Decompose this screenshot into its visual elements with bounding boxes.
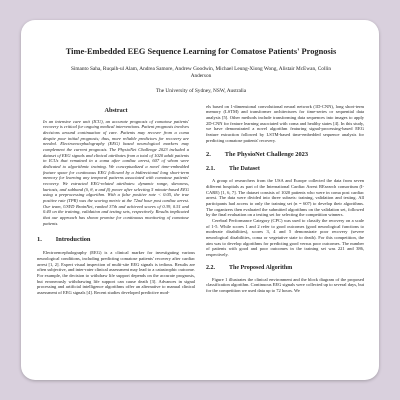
introduction-text: Electroencephalography (EEG) is a clinical marker for investigating various neurological conditions, including predicting comatose patients' recovery after cardiac arrest [1, 2]. Expert visual inspection of multi-site EEG signals is tedious. Results are often subjective, and inter-rater clinical assessment may lead to a catastrophic outcome. For example, the decision to withdraw life support depends on the accurate prognosis, but erroneously withdrawing life support can cause death [3]. Advances in signal processing and artificial intelligence algorithms offer an alternative to manual clinical assessment of EEG signals [4]. Recent studies developed predictive mod- [37,250,195,295]
paper-affiliation: The University of Sydney, NSW, Australia [155,87,247,94]
subsection-heading-dataset [206,165,364,173]
dataset-text-paragraph-1: A group of researchers from the USA and Europe collected the data from seven different hospitals as part of the International Cardiac Arrest REsearch consortium (I-CARE) [1, 6, 7]. The dataset consists of 1020 patients who were in coma post cardiac arrest. The data were divided into three subsets: training, validation and testing. All participants had access to only the training set (n = 607) to develop their algorithms. The organizers then evaluated the submitted algorithms on the validation set, followed by the final evaluation on a testing set for selecting the competition winners. [206,178,364,218]
section-heading-challenge [206,151,364,159]
subsection-number: 2.1. [206,166,215,173]
paper-title: Time-Embedded EEG Sequence Learning for Comatose Patients' Prognosis [65,47,337,56]
subsection-title: The Proposed Algorithm [229,264,293,271]
paper-authors: Simanto Saha, Ruqaih-ul Alam, Andrea Samore, Andrew Goodwin, Michael Leung-Xiong Wong, Alistair McEwan, Collin Anderson [70,66,331,80]
algorithm-text: Figure 1 illustrates the clinical environment and the block diagram of the proposed classification algorithm. Continuous EEG signals were collected up to several days, but for the competition we used data up to 72 hours. We [206,276,364,293]
dataset-text-paragraph-2: Cerebral Performance Category (CPC) was used to classify the recovery on a scale of 1-5. While scores 1 and 2 refer to good outcomes (good neurological functions to moderate disabilities), scores 3, 4 and 5 demonstrate poor recovery (severe neurological disabilities, coma or vegetative state to death). For this competition, the aim was to develop algorithms for predicting good versus poor outcomes. The number of patients with good and poor outcomes in the training set was 221 and 386, respectively. [206,218,364,257]
section-title: Introduction [55,236,91,244]
section-number: 1. [37,236,42,244]
section-number: 2. [206,151,211,159]
abstract-heading: Abstract [104,106,128,114]
subsection-title: The Dataset [229,166,260,173]
introduction-continued-text: els based on 1-dimensional convolutional neural network (1D-CNN), long short-term memory (LSTM) and transformer architectures for time-series or sequential data analysis [5]. Other methods include transforming data sequences into images to apply 2D-CNN for feature learning associated with coma and healthy states [4]. In this study, we have demonstrated a novel algorithm featuring signal-processing-based EEG feature extraction followed by LSTM-based time-embedded sequence analysis for predicting comatose patients' recovery. [206,103,364,143]
subsection-heading-algorithm [206,264,364,272]
paper-page [21,20,379,380]
two-column-body [37,104,365,296]
section-heading-introduction [37,236,195,244]
section-title: The PhysioNet Challenge 2023 [224,151,309,159]
abstract-text: In an intensive care unit (ICU), an accurate prognosis of comatose patients' recovery is critical for ongoing medical interventions. Patient prognosis involves decisions around continuation of care. Patients may recover from a coma despite poor initial prognosis; thus, more reliable predictors for recovery are needed. Electroencephalography (EEG) based neurological markers may complement the current prognosis. The PhysioNet Challenge 2023 included a dataset of EEG signals and clinical attributes from a total of 1020 adult patients in ICUs that remained in a coma after cardiac arrest, 607 of whom were dedicated to algorithmic training. We conceptualized a novel time-embedded feature space for continuous EEG followed by a bidirectional long short-term memory for learning any temporal patterns associated with comatose patients' recovery. We extracted EEG-related attributes: dynamic range, skewness, kurtosis, and subband (δ, θ, α and β) power after selecting 5 minute-based EEG using a preprocessing algorithm. With a false positive rate < 0.05, the true positive rate (TPR) was the scoring metric at the 72nd hour post cardiac arrest. Our team, USYD BrainNet, ranked 37th and achieved scores of 0.39, 0.51 and 0.40 on the training, validation and testing sets, respectively. Results implicated that our approach has shown promise for continuous monitoring of comatose patients. [43,118,189,226]
left-column [37,104,195,296]
subsection-number: 2.2. [206,264,215,271]
right-column [206,104,364,294]
